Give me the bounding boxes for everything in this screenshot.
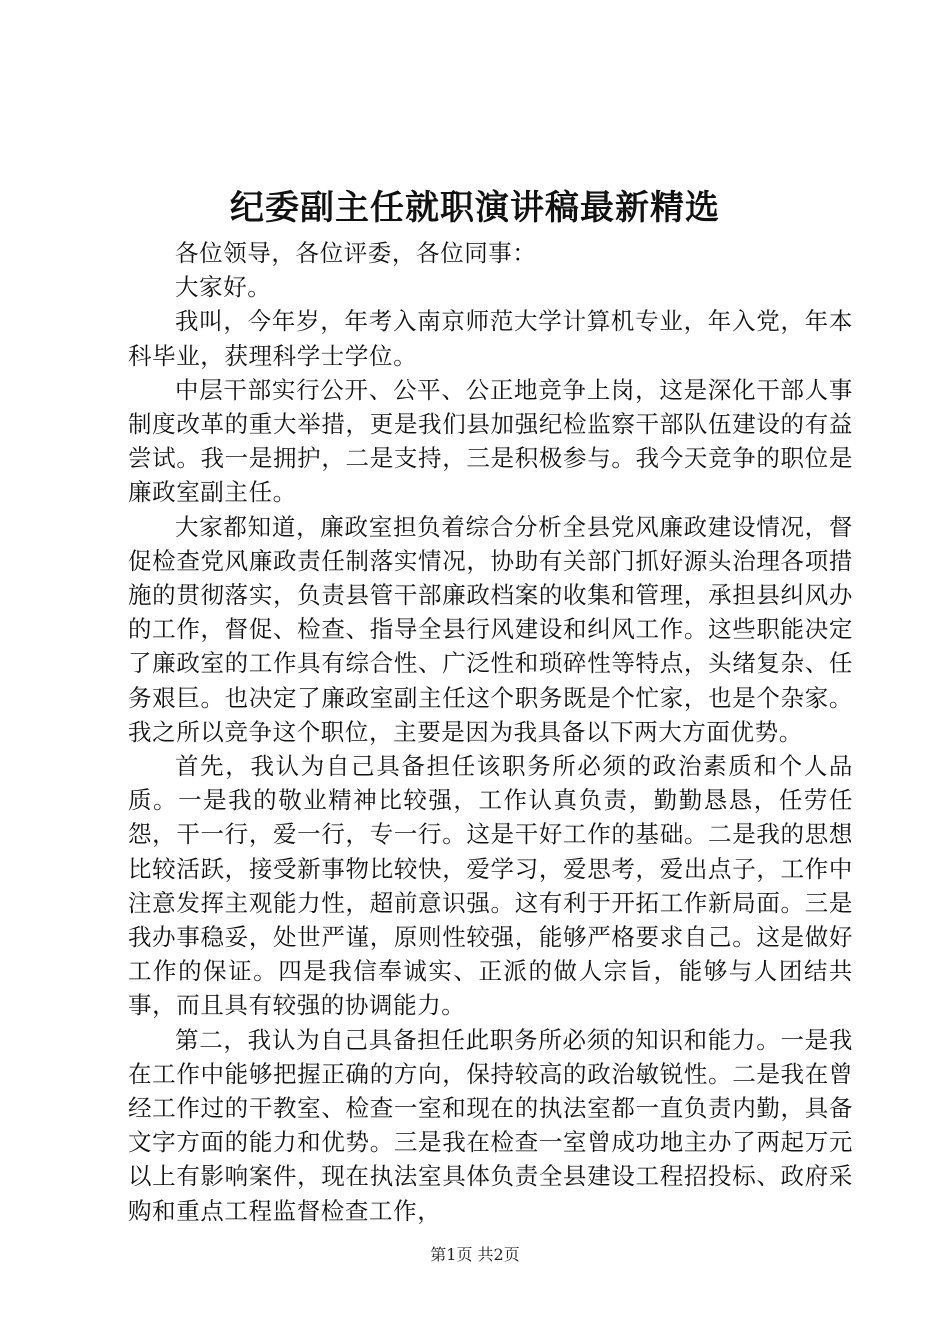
political-quality-paragraph: 首先，我认为自己具备担任该职务所必须的政治素质和个人品质。一是我的敬业精神比较强，工作认真负责，勤勤恳恳，任劳任怨，干一行，爱一行，专一行。这是干好工作的基础。二是我的思想比较活跃，接受新事物比较快，爱学习，爱思考，爱出点子，工作中注意发挥主观能力性，超前意识强。这有利于开拓工作新局面。三是我办事稳妥，处世严谨，原则性较强，能够严格要求自己。这是做好工作的保证。四是我信奉诚实、正派的做人宗旨，能够与人团结共事，而且具有较强的协调能力。 <box>128 752 853 1020</box>
greeting-paragraph: 大家好。 <box>175 273 272 302</box>
salutation-paragraph: 各位领导，各位评委，各位同事： <box>175 239 537 267</box>
self-introduction-paragraph: 我叫，今年岁，年考入南京师范大学计算机专业，年入党，年本科毕业，获理科学士学位。 <box>128 307 853 370</box>
page-number-footer: 第1页 共2页 <box>430 1245 520 1264</box>
document-body <box>128 236 853 1228</box>
knowledge-ability-paragraph: 第二，我认为自己具备担任此职务所必须的知识和能力。一是我在工作中能够把握正确的方向，保持较高的政治敏锐性。二是我在曾经工作过的干教室、检查一室和现在的执法室都一直负责内勤，具备文字方面的能力和优势。三是我在检查一室曾成功地主办了两起万元以上有影响案件，现在执法室具体负责全县建设工程招投标、政府采购和重点工程监督检查工作， <box>128 1025 853 1225</box>
office-duties-paragraph: 大家都知道，廉政室担负着综合分析全县党风廉政建设情况，督促检查党风廉政责任制落实情况，协助有关部门抓好源头治理各项措施的贯彻落实，负责县管干部廉政档案的收集和管理，承担县纠风办的工作，督促、检查、指导全县行风建设和纠风工作。这些职能决定了廉政室的工作具有综合性、广泛性和琐碎性等特点，头绪复杂、任务艰巨。也决定了廉政室副主任这个职务既是个忙家，也是个杂家。我之所以竞争这个职位，主要是因为我具备以下两大方面优势。 <box>128 512 853 746</box>
competition-attitude-paragraph: 中层干部实行公开、公平、公正地竞争上岗，这是深化干部人事制度改革的重大举措，更是我们县加强纪检监察干部队伍建设的有益尝试。我一是拥护，二是支持，三是积极参与。我今天竞争的职位是廉政室副主任。 <box>128 375 853 507</box>
document-title: 纪委副主任就职演讲稿最新精选 <box>230 188 720 228</box>
